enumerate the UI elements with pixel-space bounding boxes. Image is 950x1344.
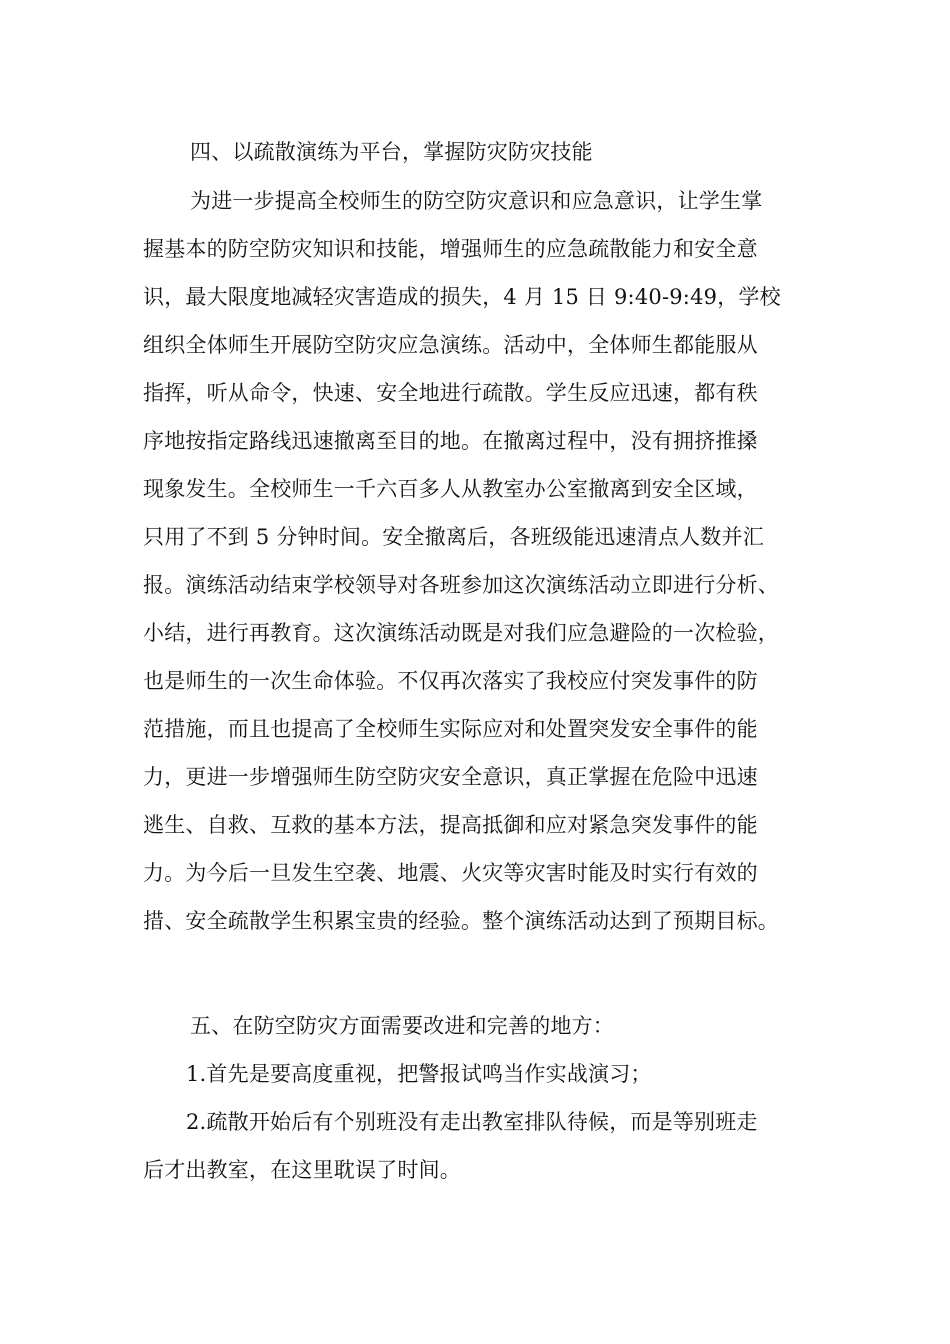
list-item-2-continuation: 后才出教室，在这里耽误了时间。 [143,1158,461,1182]
list-item-1: 1.首先是要高度重视，把警报试鸣当作实战演习； [186,1062,652,1086]
paragraph-line: 为进一步提高全校师生的防空防灾意识和应急意识，让学生掌 [190,189,763,213]
paragraph-line: 力。为今后一旦发生空袭、地震、火灾等灾害时能及时实行有效的 [143,861,758,885]
paragraph-line: 只用了不到 5 分钟时间。安全撤离后，各班级能迅速清点人数并汇 [143,525,764,549]
paragraph-line: 也是师生的一次生命体验。不仅再次落实了我校应付突发事件的防 [143,669,758,693]
section-5-heading: 五、在防空防灾方面需要改进和完善的地方： [190,1014,614,1038]
paragraph-line: 指挥，听从命令，快速、安全地进行疏散。学生反应迅速，都有秩 [143,381,758,405]
paragraph-line: 报。演练活动结束学校领导对各班参加这次演练活动立即进行分析、 [143,573,779,597]
paragraph-line: 小结，进行再教育。这次演练活动既是对我们应急避险的一次检验， [143,621,779,645]
paragraph-line: 握基本的防空防灾知识和技能，增强师生的应急疏散能力和安全意 [143,237,758,261]
paragraph-line: 力，更进一步增强师生防空防灾安全意识，真正掌握在危险中迅速 [143,765,758,789]
paragraph-line: 措、安全疏散学生积累宝贵的经验。整个演练活动达到了预期目标。 [143,909,779,933]
paragraph-line: 逃生、自救、互救的基本方法，提高抵御和应对紧急突发事件的能 [143,813,758,837]
paragraph-line: 序地按指定路线迅速撤离至目的地。在撤离过程中，没有拥挤推搡 [143,429,758,453]
list-item-2: 2.疏散开始后有个别班没有走出教室排队待候，而是等别班走 [186,1110,758,1134]
paragraph-line: 范措施，而且也提高了全校师生实际应对和处置突发安全事件的能 [143,717,758,741]
paragraph-line: 组织全体师生开展防空防灾应急演练。活动中，全体师生都能服从 [143,333,758,357]
section-4-heading: 四、以疏散演练为平台，掌握防灾防灾技能 [190,140,593,164]
paragraph-line: 现象发生。全校师生一千六百多人从教室办公室撤离到安全区域， [143,477,758,501]
paragraph-line: 识，最大限度地减轻灾害造成的损失，4 月 15 日 9:40-9:49，学校 [143,285,781,309]
